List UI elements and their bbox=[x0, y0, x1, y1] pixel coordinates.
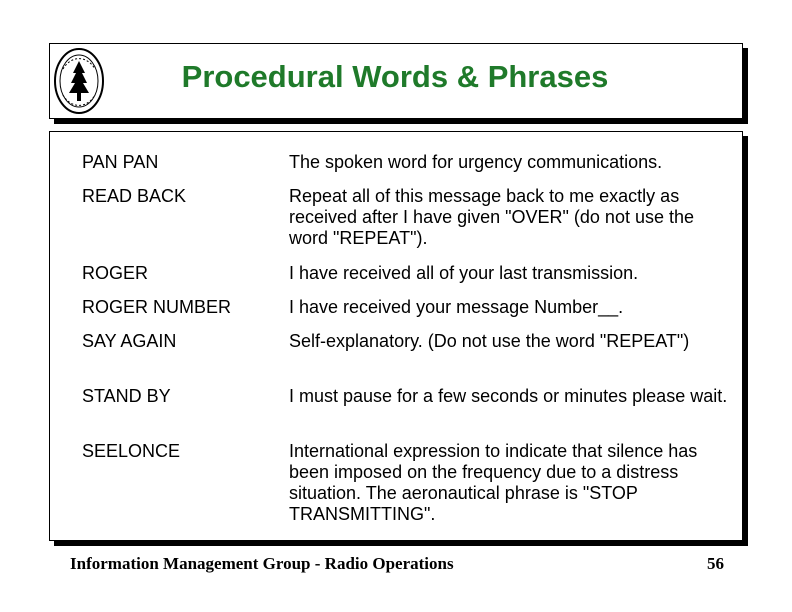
definition-pan-pan: The spoken word for urgency communications. bbox=[289, 152, 663, 172]
term-pan-pan: PAN PAN bbox=[82, 152, 159, 172]
definition-roger-number: I have received your message Number__. bbox=[289, 297, 624, 317]
definition-read-back: Repeat all of this message back to me exactly as received after I have given "OVER" (do not use the word "REPEAT"). bbox=[289, 186, 694, 248]
definition-say-again: Self-explanatory. (Do not use the word "REPEAT") bbox=[289, 331, 690, 351]
term-read-back: READ BACK bbox=[82, 186, 187, 206]
page-number: 56 bbox=[707, 554, 724, 573]
term-stand-by: STAND BY bbox=[82, 386, 171, 406]
definition-seelonce: International expression to indicate that silence has been imposed on the frequency due to a distress situation. The aeronautical phrase is "STOP TRANSMITTING". bbox=[289, 441, 698, 524]
footer-text: Information Management Group - Radio Operations bbox=[70, 554, 454, 573]
term-roger: ROGER bbox=[82, 263, 149, 283]
definition-roger: I have received all of your last transmission. bbox=[289, 263, 639, 283]
term-roger-number: ROGER NUMBER bbox=[82, 297, 232, 317]
forest-service-seal-icon bbox=[53, 47, 105, 115]
page-title: Procedural Words & Phrases bbox=[181, 59, 609, 94]
term-say-again: SAY AGAIN bbox=[82, 331, 177, 351]
term-seelonce: SEELONCE bbox=[82, 441, 181, 461]
definition-stand-by: I must pause for a few seconds or minutes please wait. bbox=[289, 386, 728, 406]
